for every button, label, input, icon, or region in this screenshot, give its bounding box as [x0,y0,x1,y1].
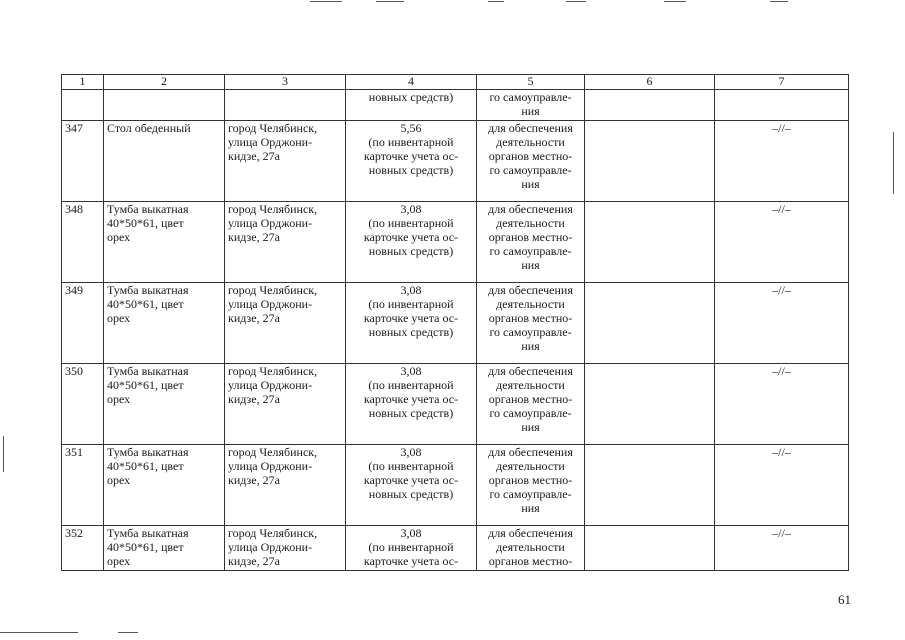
cell-col6 [585,121,715,202]
page-number: 61 [838,592,851,607]
cell-col6 [585,90,715,121]
property-register-table [61,74,849,571]
scan-artifact [118,632,138,633]
cell-number: 348 [62,202,104,283]
column-number: 1 [62,75,104,90]
cell-number: 347 [62,121,104,202]
cell-address: город Челябинск, улица Орджони- кидзе, 27а [225,202,346,283]
column-number-header [62,75,849,90]
cell-col6 [585,364,715,445]
cell-name: Стол обеденный [104,121,225,202]
cell-address: город Челябинск, улица Орджони- кидзе, 27а [225,121,346,202]
cell-remark: –//– [715,526,849,571]
scan-artifact [770,1,788,2]
table-row [62,364,849,445]
cell-name: Тумба выкатная 40*50*61, цвет орех [104,283,225,364]
scan-artifact [566,1,586,2]
cell-purpose: для обеспечения деятельности органов местно- го самоуправле- ния [477,121,585,202]
cell-address: город Челябинск, улица Орджони- кидзе, 27а [225,283,346,364]
cell-purpose: для обеспечения деятельности органов местно- го самоуправле- ния [477,202,585,283]
cell-address: город Челябинск, улица Орджони- кидзе, 27а [225,364,346,445]
table-row [62,121,849,202]
scan-artifact [0,632,78,633]
cell-col6 [585,283,715,364]
cell-cost: 3,08 (по инвентарной карточке учета ос- [346,526,477,571]
cell-cost: 3,08 (по инвентарной карточке учета ос- новных средств) [346,283,477,364]
cell-col6 [585,445,715,526]
cell-purpose: го самоуправле- ния [477,90,585,121]
column-number: 4 [346,75,477,90]
scan-artifact [310,1,342,2]
scan-artifact [664,1,686,2]
cell-cost: 3,08 (по инвентарной карточке учета ос- новных средств) [346,202,477,283]
cell-address: город Челябинск, улица Орджони- кидзе, 27а [225,445,346,526]
cell-name: Тумба выкатная 40*50*61, цвет орех [104,364,225,445]
cell-remark: –//– [715,445,849,526]
column-number: 6 [585,75,715,90]
cell-remark: –//– [715,202,849,283]
cell-remark: –//– [715,364,849,445]
column-number: 3 [225,75,346,90]
scan-artifact [488,1,504,2]
scan-artifact [893,132,894,194]
cell-name: Тумба выкатная 40*50*61, цвет орех [104,202,225,283]
table-row [62,526,849,571]
scan-artifact [376,1,404,2]
column-number: 2 [104,75,225,90]
cell-purpose: для обеспечения деятельности органов местно- [477,526,585,571]
cell-remark: –//– [715,121,849,202]
cell-address [225,90,346,121]
cell-cost: 5,56 (по инвентарной карточке учета ос- новных средств) [346,121,477,202]
cell-cost: новных средств) [346,90,477,121]
column-number: 7 [715,75,849,90]
cell-remark: –//– [715,283,849,364]
cell-cost: 3,08 (по инвентарной карточке учета ос- новных средств) [346,445,477,526]
table-row [62,445,849,526]
cell-address: город Челябинск, улица Орджони- кидзе, 27а [225,526,346,571]
cell-number [62,90,104,121]
cell-number: 351 [62,445,104,526]
cell-name: Тумба выкатная 40*50*61, цвет орех [104,526,225,571]
cell-number: 352 [62,526,104,571]
cell-name [104,90,225,121]
continuation-row [62,90,849,121]
cell-number: 349 [62,283,104,364]
cell-col6 [585,526,715,571]
column-number: 5 [477,75,585,90]
cell-number: 350 [62,364,104,445]
cell-purpose: для обеспечения деятельности органов местно- го самоуправле- ния [477,364,585,445]
cell-purpose: для обеспечения деятельности органов местно- го самоуправле- ния [477,445,585,526]
cell-cost: 3,08 (по инвентарной карточке учета ос- новных средств) [346,364,477,445]
table-row [62,202,849,283]
cell-name: Тумба выкатная 40*50*61, цвет орех [104,445,225,526]
cell-col6 [585,202,715,283]
cell-remark [715,90,849,121]
table-row [62,283,849,364]
cell-purpose: для обеспечения деятельности органов местно- го самоуправле- ния [477,283,585,364]
scan-artifact [3,436,4,472]
